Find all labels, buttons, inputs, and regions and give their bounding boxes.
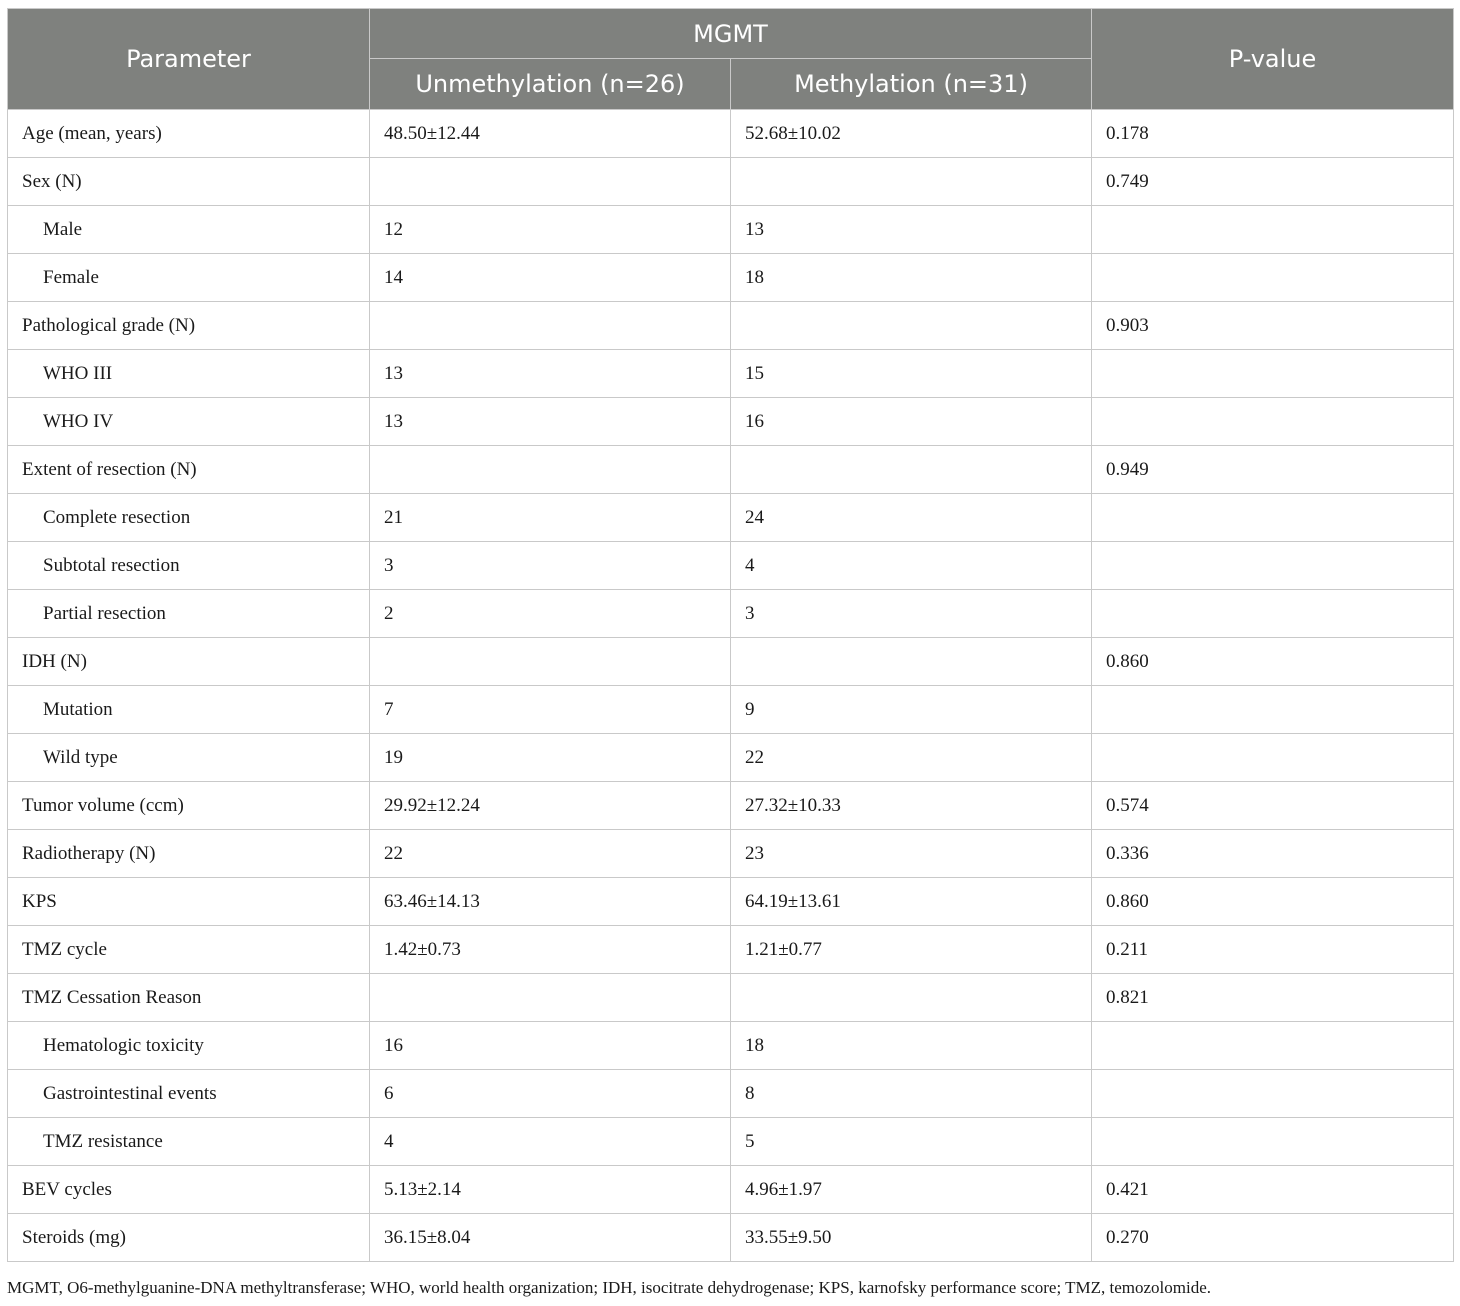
table-row: [8, 590, 1454, 638]
cell-unmethylation: 14: [370, 254, 731, 302]
cell-p-value: 0.574: [1092, 782, 1454, 830]
table-row: [8, 686, 1454, 734]
cell-methylation: 52.68±10.02: [731, 110, 1092, 158]
cell-methylation: [731, 638, 1092, 686]
table-row: [8, 302, 1454, 350]
cell-methylation: 1.21±0.77: [731, 926, 1092, 974]
cell-parameter: Pathological grade (N): [8, 302, 370, 350]
cell-p-value: 0.903: [1092, 302, 1454, 350]
cell-methylation: 18: [731, 254, 1092, 302]
mgmt-characteristics-table: [7, 8, 1454, 1262]
table-row: [8, 350, 1454, 398]
cell-methylation: 33.55±9.50: [731, 1214, 1092, 1262]
table-row: [8, 974, 1454, 1022]
cell-p-value: [1092, 398, 1454, 446]
cell-methylation: 4: [731, 542, 1092, 590]
table-row: [8, 542, 1454, 590]
table-row: [8, 1166, 1454, 1214]
cell-parameter: WHO III: [8, 350, 370, 398]
table-row: [8, 734, 1454, 782]
cell-parameter: Partial resection: [8, 590, 370, 638]
cell-p-value: 0.178: [1092, 110, 1454, 158]
cell-parameter: WHO IV: [8, 398, 370, 446]
table-row: [8, 446, 1454, 494]
cell-unmethylation: 3: [370, 542, 731, 590]
cell-methylation: [731, 302, 1092, 350]
cell-unmethylation: [370, 446, 731, 494]
cell-unmethylation: [370, 638, 731, 686]
cell-methylation: 13: [731, 206, 1092, 254]
cell-parameter: Extent of resection (N): [8, 446, 370, 494]
cell-unmethylation: [370, 302, 731, 350]
cell-methylation: 22: [731, 734, 1092, 782]
cell-unmethylation: 63.46±14.13: [370, 878, 731, 926]
table-row: [8, 1118, 1454, 1166]
table-row: [8, 926, 1454, 974]
cell-parameter: IDH (N): [8, 638, 370, 686]
header-p-value: P-value: [1092, 9, 1454, 110]
cell-unmethylation: 36.15±8.04: [370, 1214, 731, 1262]
table-row: [8, 830, 1454, 878]
cell-p-value: 0.211: [1092, 926, 1454, 974]
cell-methylation: 16: [731, 398, 1092, 446]
cell-parameter: Mutation: [8, 686, 370, 734]
cell-p-value: 0.860: [1092, 638, 1454, 686]
cell-parameter: KPS: [8, 878, 370, 926]
cell-parameter: Hematologic toxicity: [8, 1022, 370, 1070]
cell-p-value: [1092, 494, 1454, 542]
cell-unmethylation: 22: [370, 830, 731, 878]
cell-parameter: Wild type: [8, 734, 370, 782]
table-body: [8, 110, 1454, 1262]
cell-parameter: TMZ Cessation Reason: [8, 974, 370, 1022]
cell-p-value: [1092, 590, 1454, 638]
cell-parameter: Female: [8, 254, 370, 302]
cell-methylation: [731, 158, 1092, 206]
table-row: [8, 110, 1454, 158]
header-mgmt-group: MGMT: [370, 9, 1092, 59]
cell-parameter: BEV cycles: [8, 1166, 370, 1214]
cell-methylation: 5: [731, 1118, 1092, 1166]
cell-p-value: [1092, 206, 1454, 254]
cell-methylation: 24: [731, 494, 1092, 542]
cell-p-value: [1092, 1022, 1454, 1070]
cell-parameter: Radiotherapy (N): [8, 830, 370, 878]
cell-methylation: 8: [731, 1070, 1092, 1118]
cell-parameter: TMZ resistance: [8, 1118, 370, 1166]
cell-parameter: Male: [8, 206, 370, 254]
cell-unmethylation: 19: [370, 734, 731, 782]
cell-p-value: [1092, 542, 1454, 590]
cell-parameter: Age (mean, years): [8, 110, 370, 158]
table-row: [8, 158, 1454, 206]
cell-methylation: 27.32±10.33: [731, 782, 1092, 830]
cell-unmethylation: 29.92±12.24: [370, 782, 731, 830]
cell-p-value: [1092, 686, 1454, 734]
cell-methylation: 18: [731, 1022, 1092, 1070]
cell-unmethylation: 7: [370, 686, 731, 734]
cell-methylation: [731, 974, 1092, 1022]
cell-methylation: 64.19±13.61: [731, 878, 1092, 926]
header-row-top: [8, 9, 1454, 59]
cell-p-value: 0.749: [1092, 158, 1454, 206]
cell-unmethylation: [370, 158, 731, 206]
table-row: [8, 206, 1454, 254]
header-unmethylation: Unmethylation (n=26): [370, 59, 731, 110]
cell-parameter: TMZ cycle: [8, 926, 370, 974]
cell-unmethylation: 5.13±2.14: [370, 1166, 731, 1214]
cell-unmethylation: 48.50±12.44: [370, 110, 731, 158]
cell-unmethylation: 21: [370, 494, 731, 542]
table-row: [8, 494, 1454, 542]
table-row: [8, 782, 1454, 830]
table-row: [8, 1022, 1454, 1070]
cell-parameter: Tumor volume (ccm): [8, 782, 370, 830]
cell-unmethylation: [370, 974, 731, 1022]
cell-parameter: Complete resection: [8, 494, 370, 542]
cell-p-value: [1092, 734, 1454, 782]
cell-p-value: 0.860: [1092, 878, 1454, 926]
cell-methylation: [731, 446, 1092, 494]
cell-methylation: 3: [731, 590, 1092, 638]
cell-methylation: 4.96±1.97: [731, 1166, 1092, 1214]
cell-methylation: 9: [731, 686, 1092, 734]
header-parameter: Parameter: [8, 9, 370, 110]
table-row: [8, 1214, 1454, 1262]
table-row: [8, 1070, 1454, 1118]
table-row: [8, 398, 1454, 446]
cell-unmethylation: 13: [370, 350, 731, 398]
cell-methylation: 23: [731, 830, 1092, 878]
cell-unmethylation: 13: [370, 398, 731, 446]
cell-unmethylation: 16: [370, 1022, 731, 1070]
cell-unmethylation: 2: [370, 590, 731, 638]
header-methylation: Methylation (n=31): [731, 59, 1092, 110]
cell-p-value: 0.821: [1092, 974, 1454, 1022]
data-table-container: [7, 8, 1453, 1262]
cell-unmethylation: 12: [370, 206, 731, 254]
cell-unmethylation: 1.42±0.73: [370, 926, 731, 974]
cell-unmethylation: 6: [370, 1070, 731, 1118]
cell-parameter: Sex (N): [8, 158, 370, 206]
cell-p-value: [1092, 350, 1454, 398]
cell-parameter: Steroids (mg): [8, 1214, 370, 1262]
cell-parameter: Gastrointestinal events: [8, 1070, 370, 1118]
cell-p-value: 0.949: [1092, 446, 1454, 494]
table-row: [8, 254, 1454, 302]
table-row: [8, 878, 1454, 926]
cell-parameter: Subtotal resection: [8, 542, 370, 590]
table-footnote: MGMT, O6-methylguanine-DNA methyltransferase; WHO, world health organization; IDH, isocitrate dehydrogenase; KPS, karnofsky performance score; TMZ, temozolomide.: [7, 1278, 1212, 1297]
cell-methylation: 15: [731, 350, 1092, 398]
cell-p-value: [1092, 1118, 1454, 1166]
cell-p-value: [1092, 1070, 1454, 1118]
table-header: [8, 9, 1454, 110]
cell-unmethylation: 4: [370, 1118, 731, 1166]
cell-p-value: 0.421: [1092, 1166, 1454, 1214]
table-row: [8, 638, 1454, 686]
cell-p-value: 0.336: [1092, 830, 1454, 878]
cell-p-value: [1092, 254, 1454, 302]
cell-p-value: 0.270: [1092, 1214, 1454, 1262]
